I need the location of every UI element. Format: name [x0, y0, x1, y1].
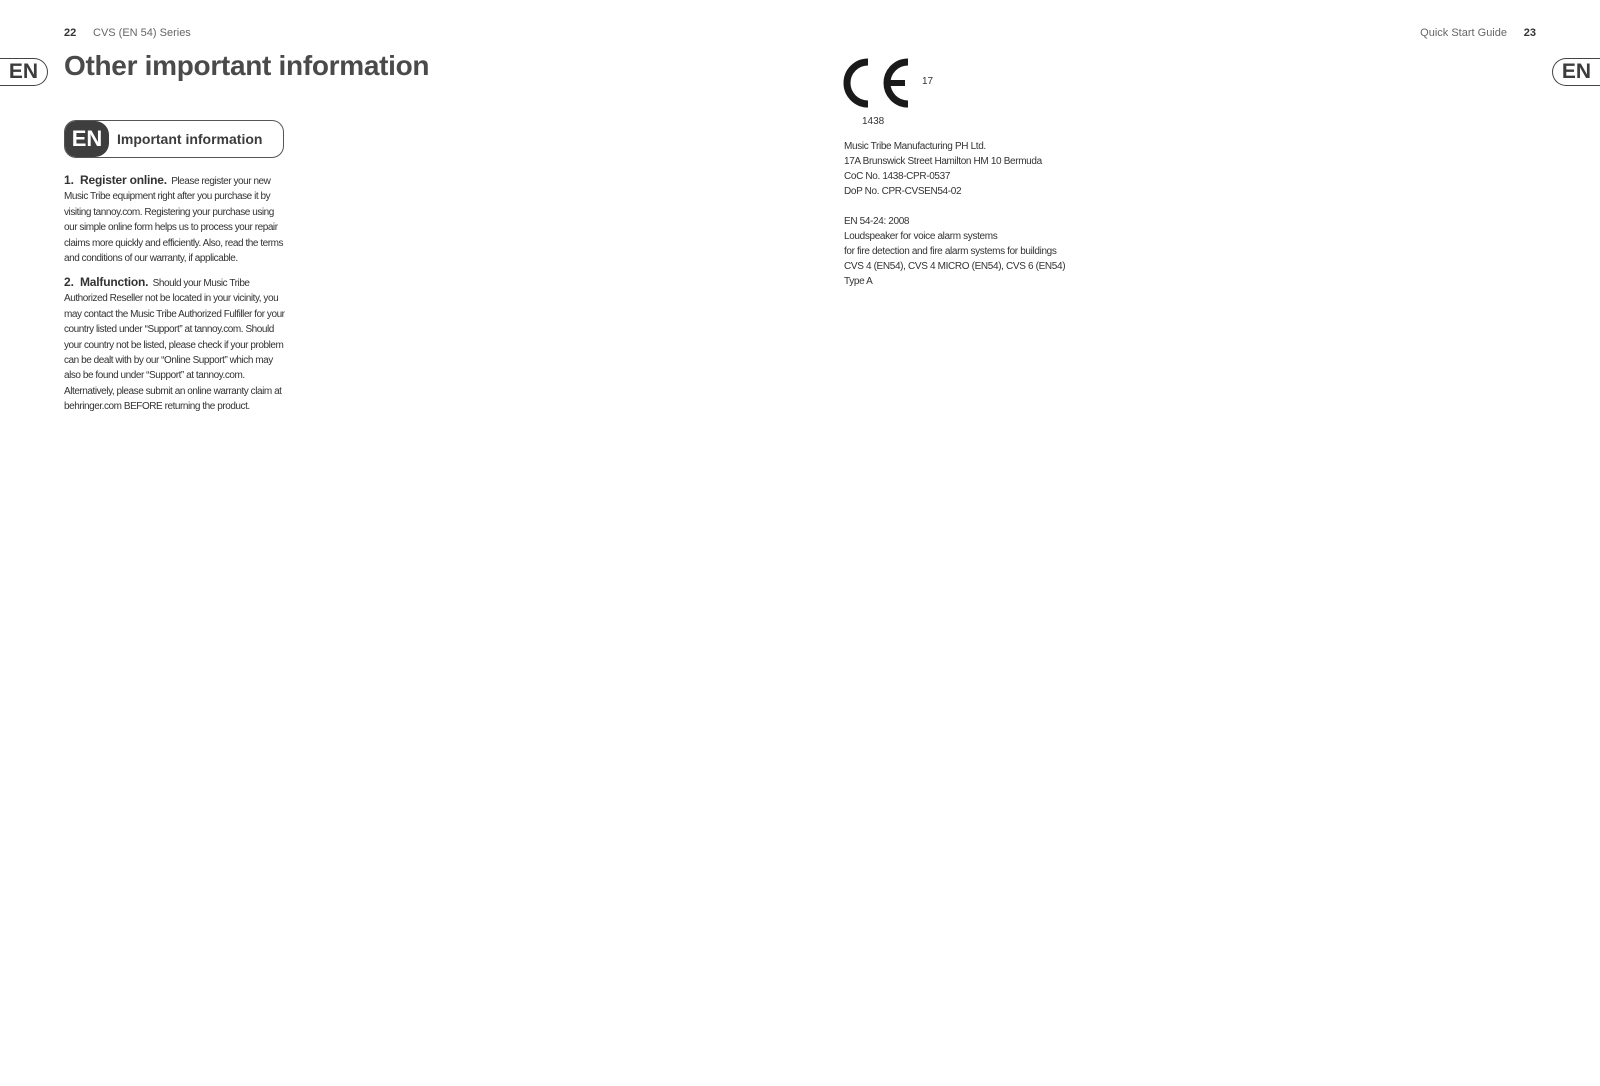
dop-number: DoP No. CPR-CVSEN54-02 [844, 186, 962, 197]
section-badge [64, 120, 284, 158]
list-item-number: 1. [64, 173, 75, 187]
list-item-heading: Malfunction. [80, 275, 149, 289]
standard-block [844, 214, 1065, 289]
header-right-title: Quick Start Guide [1420, 27, 1507, 39]
list-item-text: Should your Music Tribe Authorized Reseller not be located in your vicinity, you may contact the Music Tribe Authorized Fulfiller for your country listed under “Support” at tannoy.com. Should your country not be listed, please check if your problem can be dealt with by our “Online Support” which may also be found under “Support” at tannoy.com. Alternatively, please submit an online warranty claim at behringer.com BEFORE returning the product. [64, 278, 285, 413]
language-tab-right: EN [1552, 58, 1600, 86]
manufacturer-block [844, 139, 1042, 199]
coc-number: CoC No. 1438-CPR-0537 [844, 171, 951, 182]
ce-notified-body-number: 1438 [862, 116, 885, 127]
list-item-malfunction [64, 275, 286, 415]
standard-line-1: Loudspeaker for voice alarm systems [844, 231, 998, 242]
language-tab-left: EN [0, 58, 48, 86]
standard-line-2: for fire detection and fire alarm systems for buildings [844, 246, 1057, 257]
page-title: Other important information [64, 50, 430, 81]
ce-mark-icon [842, 58, 914, 108]
list-item-text: Please register your new Music Tribe equipment right after you purchase it by visiting tannoy.com. Registering your purchase using our simple online form helps us to process your repair claims more quickly and efficiently. Also, read the terms and conditions of our warranty, if applicable. [64, 176, 284, 265]
ce-year: 17 [922, 76, 934, 87]
manufacturer-name: Music Tribe Manufacturing PH Ltd. [844, 141, 986, 152]
manufacturer-address: 17A Brunswick Street Hamilton HM 10 Bermuda [844, 156, 1042, 167]
list-item-heading: Register online. [80, 173, 167, 187]
right-page-number: 23 [1523, 27, 1536, 39]
section-badge-language: EN [65, 121, 109, 157]
standard-type: Type A [844, 276, 873, 287]
header-left-title: CVS (EN 54) Series [93, 27, 191, 39]
left-page-number: 22 [64, 27, 77, 39]
standard-models: CVS 4 (EN54), CVS 4 MICRO (EN54), CVS 6 (EN54) [844, 261, 1066, 272]
list-item-register-online [64, 173, 286, 266]
section-badge-title: Important information [117, 131, 263, 147]
standard-code: EN 54-24: 2008 [844, 216, 910, 227]
list-item-number: 2. [64, 275, 75, 289]
